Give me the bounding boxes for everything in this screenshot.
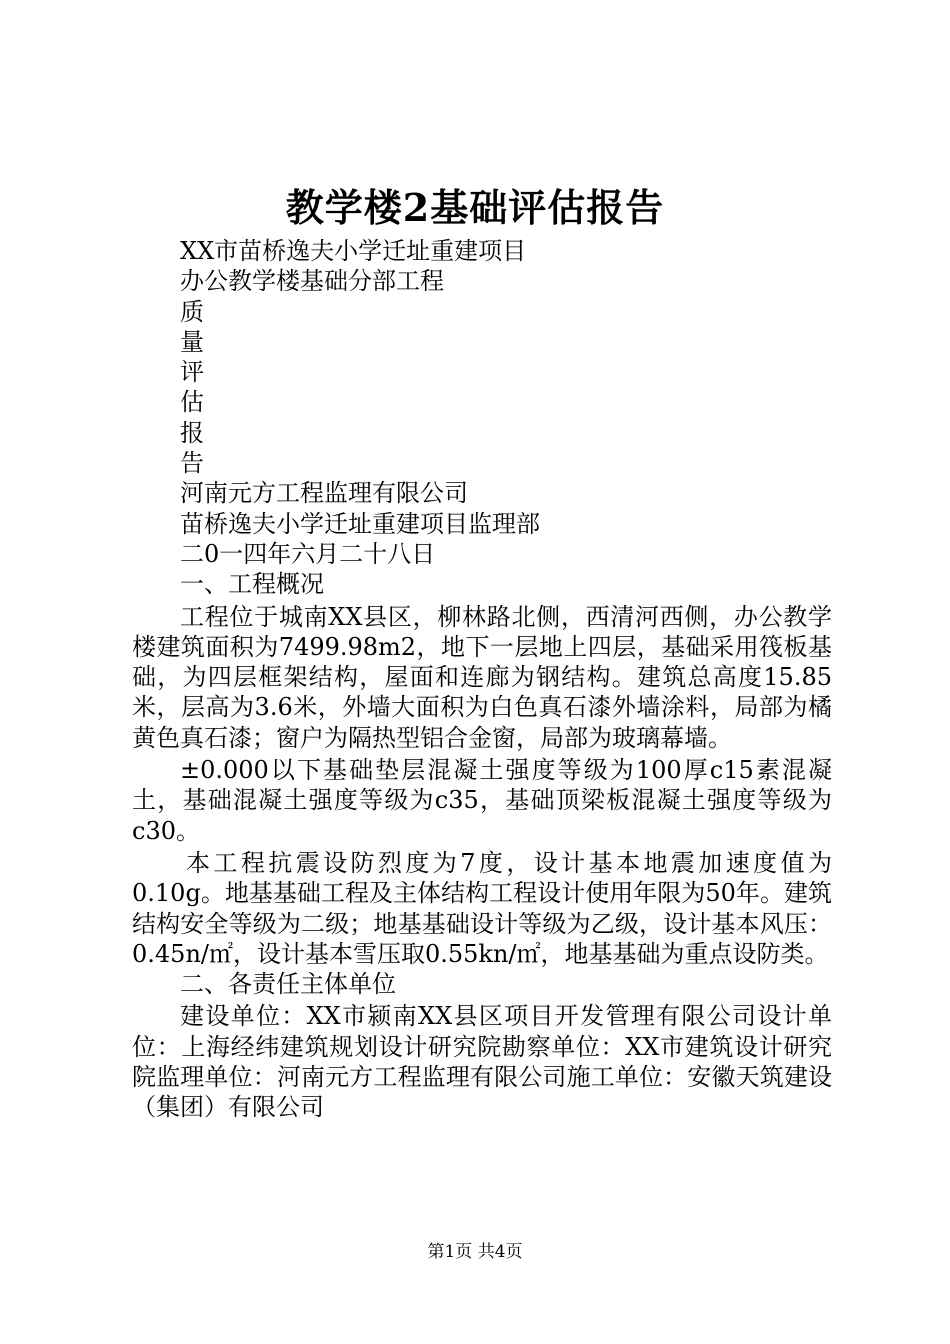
paragraph: 本工程抗震设防烈度为7度，设计基本地震加速度值为0.10g。地基基础工程及主体结构工程设计使用年限为50年。建筑结构安全等级为二级；地基基础设计等级为乙级，设计基本风压：0.45n/㎡，设计基本雪压取0.55kn/㎡，地基基础为重点设防类。 [132,848,832,968]
project-name-line: XX市苗桥逸夫小学迁址重建项目 [180,237,527,265]
report-char: 告 [180,449,204,478]
report-char: 估 [180,388,204,417]
paragraph: 工程位于城南XX县区，柳林路北侧，西清河西侧，办公教学楼建筑面积为7499.98m2，地下一层地上四层，基础采用筏板基础，为四层框架结构，屋面和连廊为钢结构。建筑总高度15.85米，层高为3.6米，外墙大面积为白色真石漆外墙涂料，局部为橘黄色真石漆；窗户为隔热型铝合金窗，局部为玻璃幕墙。 [132,602,832,752]
document-body [132,236,832,1123]
report-date: 二0一四年六月二十八日 [180,539,436,568]
section-heading: 二、各责任主体单位 [180,970,396,999]
report-char: 报 [180,418,204,447]
page-footer: 第1页 共4页 [427,1242,523,1262]
paragraph: 建设单位：XX市颍南XX县区项目开发管理有限公司设计单位：上海经纬建筑规划设计研究院勘察单位：XX市建筑设计研究院监理单位：河南元方工程监理有限公司施工单位：安徽天筑建设（集团）有限公司 [132,1002,832,1122]
section-heading: 一、工程概况 [180,570,324,599]
report-char: 量 [180,327,204,356]
project-subline: 办公教学楼基础分部工程 [180,267,444,296]
department-name: 苗桥逸夫小学迁址重建项目监理部 [180,509,540,538]
report-char: 质 [180,297,204,326]
company-name: 河南元方工程监理有限公司 [180,479,468,508]
report-char: 评 [180,358,204,387]
paragraph: ±0.000以下基础垫层混凝土强度等级为100厚c15素混凝土，基础混凝土强度等级为c35，基础顶梁板混凝土强度等级为c30。 [132,756,832,845]
document-title: 教学楼2基础评估报告 [285,185,665,230]
